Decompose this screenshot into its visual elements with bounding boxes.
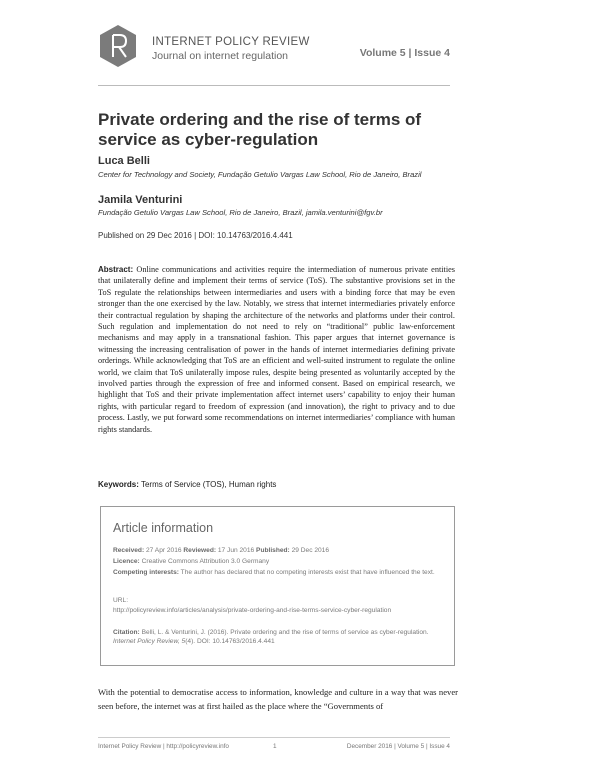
abstract	[98, 264, 455, 435]
info-box-title: Article information	[113, 521, 214, 535]
volume-issue: Volume 5 | Issue 4	[359, 47, 450, 59]
body-paragraph: With the potential to democratise access to information, knowledge and culture in a way that was never seen before, the internet was at first hailed as the place where the “Governments of	[98, 687, 458, 711]
keywords	[98, 480, 276, 489]
info-dates: Received: 27 Apr 2016 Reviewed: 17 Jun 2016 Published: 29 Dec 2016	[113, 547, 329, 554]
abstract-text: Online communications and activities require the intermediation of numerous private entities that unilaterally define and implement their terms of service (ToS). The substantive provisions set in the ToS regulate the relationships between intermediaries and users with a binding force that may be even stronger than the one exercised by the law. Notably, we stress that internet intermediaries privately enforce their contractual regulation by shaping the architecture of the networks and platforms under their control. Such regulation and implementation do not need to rely on “traditional” public law-enforcement mechanisms and may apply in a transnational fashion. This paper argues that internet governance is witnessing the increasing centralisation of power in the hands of internet intermediaries defining private orderings. While acknowledging that ToS are an efficient and well-suited instrument to regulate the online world, we claim that ToS unilaterally impose rules, despite being presented as voluntarily accepted by the involved parties through the expression of free and informed consent. Based on empirical research, we highlight that ToS and their private implementation affect internet users’ capability to enjoy their human rights, with particular regard to freedom of expression (and innovation), the right to privacy and to due process. Lastly, we put forward some recommendations on internet intermediaries’ compliance with human rights standards.	[98, 265, 456, 434]
published-doi: Published on 29 Dec 2016 | DOI: 10.14763/2016.4.441	[98, 231, 293, 240]
info-competing-interests: Competing interests: The author has declared that no competing interests exist that have influenced the text.	[113, 569, 435, 576]
keywords-label: Keywords:	[98, 480, 139, 489]
article-title: Private ordering and the rise of terms of service as cyber-regulation	[98, 110, 422, 149]
header-divider	[98, 85, 450, 86]
page-number: 1	[273, 743, 277, 750]
info-licence: Licence: Creative Commons Attribution 3.0 Germany	[113, 558, 270, 565]
info-citation: Citation: Belli, L. & Venturini, J. (2016). Private ordering and the rise of terms of service as cyber-regulation. Internet Policy Review, 5(4). DOI: 10.14763/2016.4.441	[113, 629, 429, 645]
info-url-label: URL:	[113, 597, 129, 604]
footer-right: December 2016 | Volume 5 | Issue 4	[346, 743, 450, 750]
abstract-label: Abstract:	[98, 265, 134, 274]
author-name: Jamila Venturini	[98, 194, 183, 206]
keywords-value: Terms of Service (TOS), Human rights	[140, 480, 277, 489]
author-affiliation: Center for Technology and Society, Fundação Getulio Vargas Law School, Rio de Janeiro, Brazil	[98, 170, 422, 179]
footer-left: Internet Policy Review | http://policyreview.info	[98, 743, 229, 750]
footer-divider	[98, 737, 450, 738]
journal-subtitle: Journal on internet regulation	[152, 50, 289, 62]
article-info-box	[100, 506, 455, 666]
author-name: Luca Belli	[98, 155, 150, 167]
info-url-link[interactable]: http://policyreview.info/articles/analysis/private-ordering-and-rise-terms-service-cyber-regulation	[113, 607, 392, 614]
journal-name: INTERNET POLICY REVIEW	[152, 36, 310, 48]
journal-logo-icon	[98, 24, 138, 68]
author-affiliation: Fundação Getulio Vargas Law School, Rio de Janeiro, Brazil, jamila.venturini@fgv.br	[98, 208, 383, 217]
